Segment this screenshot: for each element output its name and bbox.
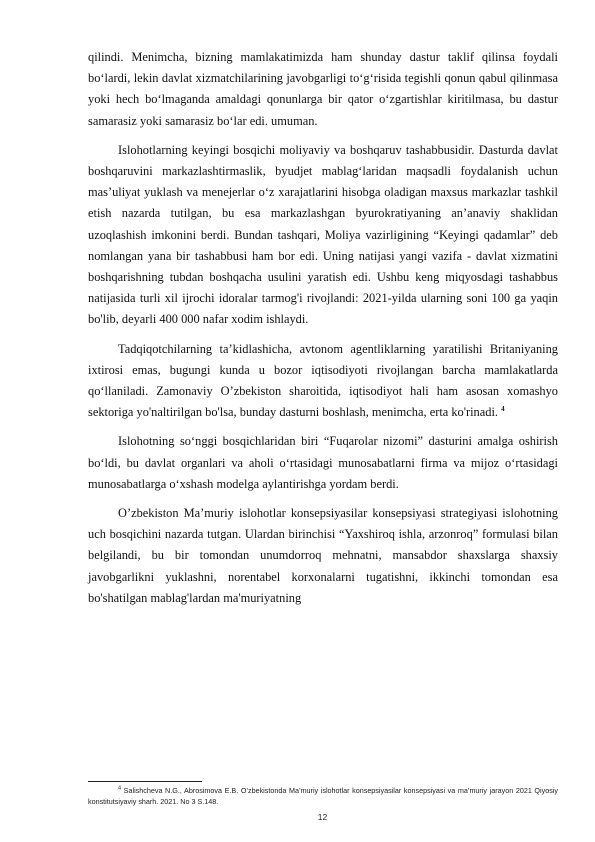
footnote-text: Salishcheva N.G., Abrosimova E.B. O’zbekistonda Ma’muriy islohotlar konsepsiyasilar konsepsiyasi va ma’muriy jarayon 2021 Qiyosiy konstitutsiyaviy sharh. 2021. No 3 S.148. (88, 786, 558, 806)
paragraph-1: qilindi. Menimcha, bizning mamlakatimizda ham shunday dastur taklif qilinsa foydali bo‘lardi, lekin davlat xizmatchilarining javobgarligi to‘g‘risida tegishli qonun qabul qilinmasa yoki hech bo‘lmaganda amaldagi qonunlarga bir qator o‘zgartishlar kiritilmasa, bu dastur samarasiz yoki samarasiz bo‘lar edi. umuman. (88, 50, 558, 128)
footnote (88, 785, 558, 807)
paragraph-2: Islohotlarning keyingi bosqichi moliyaviy va boshqaruv tashabbusidir. Dasturda davlat boshqaruvini markazlashtirmaslik, byudjet mablag‘laridan maqsadli foydalanish uchun mas’uliyat yuklash va menejerlar o‘z xarajatlarini hisobga oladigan maxsus markazlar tashkil etish nazarda tutilgan, bu esa markazlashgan byurokratiyaning an’anaviy shaklidan uzoqlashish imkonini berdi. Bundan tashqari, Moliya vazirligining “Keyingi qadamlar” deb nomlangan yana bir tashabbusi ham bor edi. Uning natijasi yangi vazifa - davlat xizmatini boshqarishning tubdan boshqacha usulini yaratish edi. Ushbu keng miqyosdagi tashabbus natijasida turli xil ijrochi idoralar tarmog'i rivojlandi: 2021-yilda ularning soni 100 ga yaqin bo'lib, deyarli 400 000 nafar xodim ishlaydi. (88, 142, 558, 327)
paragraph-3-text: Tadqiqotchilarning ta’kidlashicha, avtonom agentliklarning yaratilishi Britaniyaning ixtirosi emas, bugungi kunda u bozor iqtisodiyoti rivojlangan barcha mamlakatlarda qo‘llaniladi. Zamonaviy O’zbekiston sharoitida, iqtisodiyot hali ham asosan xomashyo sektoriga yo'naltirilgan bo'lsa, bunday dasturni boshlash, menimcha, erta ko'rinadi. (88, 341, 558, 420)
footnote-separator (88, 781, 202, 782)
document-body (88, 47, 558, 609)
footnote-marker: 4 (118, 785, 122, 792)
paragraph-5: O’zbekiston Ma’muriy islohotlar konsepsiyasilar konsepsiyasi strategiyasi islohotning uch bosqichini nazarda tutgan. Ulardan birinchisi “Yaxshiroq ishla, arzonroq” formulasi bilan belgilandi, bu bir tomondan unumdorroq mehnatni, mansabdor shaxslarga shaxsiy javobgarlikni yuklashni, norentabel korxonalarni tugatishni, ikkinchi tomondan esa bo'shatilgan mablag'lardan ma'muriyatning (88, 506, 558, 605)
footnote-reference[interactable]: 4 (501, 405, 505, 414)
paragraph-4: Islohotning so‘nggi bosqichlaridan biri “Fuqarolar nizomi” dasturini amalga oshirish bo‘ldi, bu davlat organlari va aholi o‘rtasidagi munosabatlarni firma va mijoz o‘rtasidagi munosabatlarga o‘xshash modelga aylantirishga yordam berdi. (88, 434, 558, 491)
page-number: 12 (317, 812, 328, 822)
paragraph-3 (88, 339, 558, 424)
